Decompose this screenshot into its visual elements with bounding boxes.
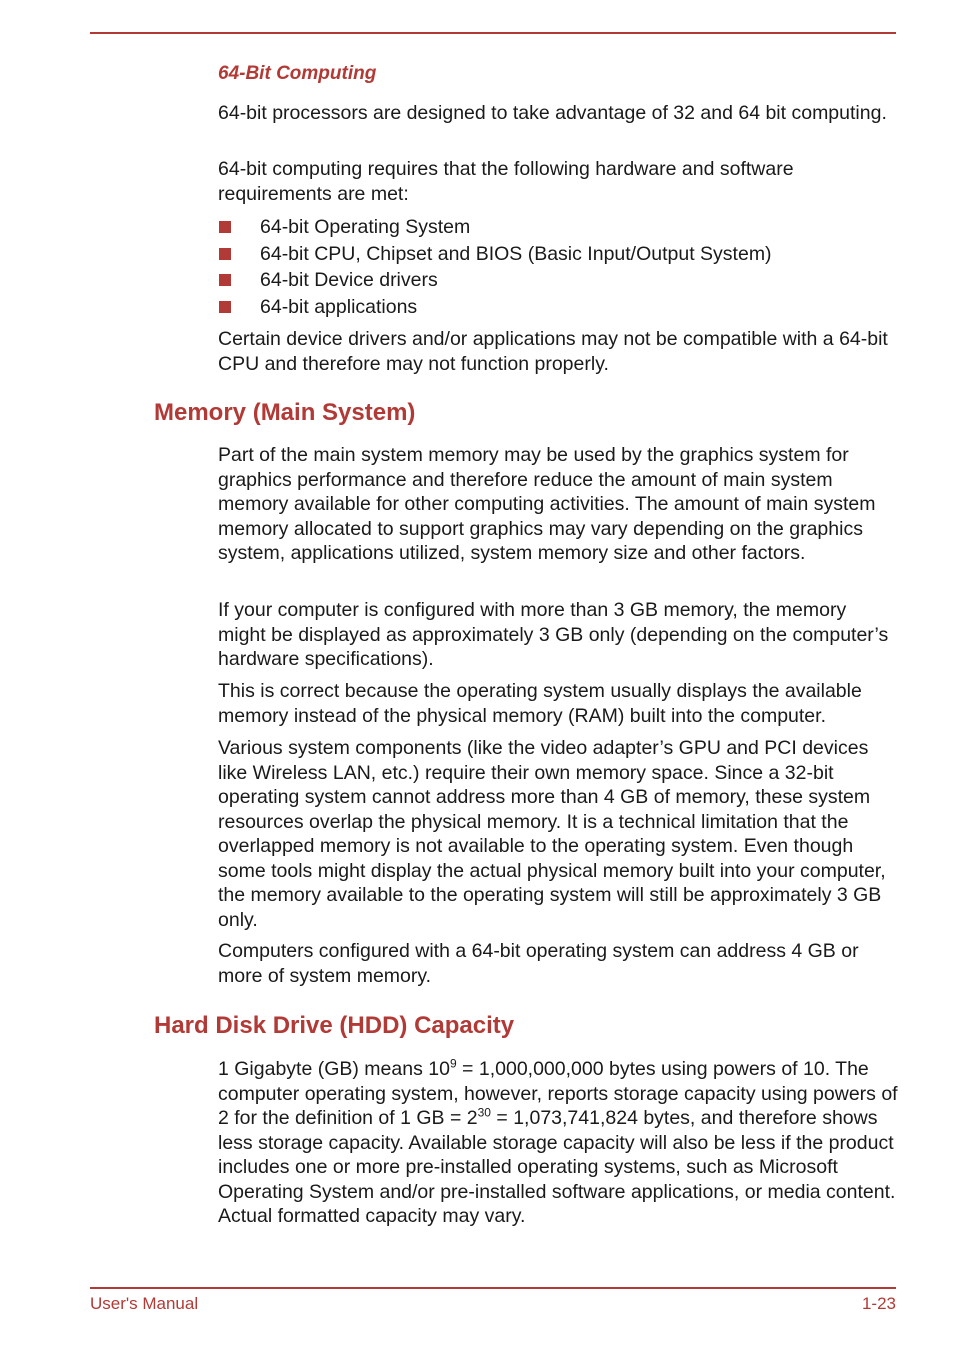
page-number: 1-23 (861, 1294, 896, 1313)
bullet-square-icon (219, 221, 231, 233)
section-title-memory: Memory (Main System) (154, 399, 416, 426)
paragraph-memory-5: Computers configured with a 64-bit operating system can address 4 GB or more of system memory. (218, 940, 859, 987)
paragraph-64bit-intro: 64-bit processors are designed to take advantage of 32 and 64 bit computing. (218, 102, 887, 124)
paragraph-64bit-requirements: 64-bit computing requires that the following hardware and software requirements are met: (218, 158, 794, 205)
paragraph-memory-3: This is correct because the operating system usually displays the available memory instead of the physical memory (RAM) built into the computer. (218, 680, 862, 727)
subsection-title-64bit: 64-Bit Computing (218, 63, 377, 84)
footer-manual-title: User's Manual (90, 1294, 199, 1313)
paragraph-hdd: 1 Gigabyte (GB) means $10^9 = 1,000,000,000$ bytes using powers of 10. The computer operating system, however, reports storage capacity using powers of 2 for the definition of 1 GB = $2^{30} = 1,073,741,824$ bytes, and therefore shows less storage capacity. Available storage capacity will also be less if the product includes one or more pre-installed operating systems, such as Microsoft Operating System and/or pre-installed software applications, or media content. Actual formatted capacity may vary. (218, 1056, 898, 1227)
paragraph-memory-2: If your computer is configured with more than 3 GB memory, the memory might be displayed as approximately 3 GB only (depending on the computer’s hardware specifications). (218, 599, 889, 670)
list-item: 64-bit Device drivers (218, 267, 898, 294)
requirements-list (218, 214, 898, 320)
bullet-square-icon (219, 274, 231, 286)
section-title-hdd: Hard Disk Drive (HDD) Capacity (154, 1012, 515, 1039)
list-item: 64-bit CPU, Chipset and BIOS (Basic Input/Output System) (218, 241, 898, 268)
list-item: 64-bit applications (218, 294, 898, 321)
bullet-square-icon (219, 301, 231, 313)
bullet-square-icon (219, 248, 231, 260)
header-rule (90, 32, 896, 34)
paragraph-memory-4: Various system components (like the video adapter’s GPU and PCI devices like Wireless LAN, etc.) require their own memory space. Since a 32-bit operating system cannot address more than 4 GB of memory, these system resources overlap the physical memory. It is a technical limitation that the overlapped memory is not available to the operating system. Even though some tools might display the actual physical memory built into your computer, the memory available to the operating system will still be approximately 3 GB only. (218, 737, 886, 931)
list-item: 64-bit Operating System (218, 214, 898, 241)
footer-rule (90, 1287, 896, 1289)
paragraph-64bit-compat: Certain device drivers and/or applications may not be compatible with a 64-bit CPU and therefore may not function properly. (218, 328, 888, 375)
paragraph-memory-1: Part of the main system memory may be used by the graphics system for graphics performance and therefore reduce the amount of main system memory available for other computing activities. The amount of main system memory allocated to support graphics may vary depending on the graphics system, applications utilized, system memory size and other factors. (218, 444, 876, 564)
